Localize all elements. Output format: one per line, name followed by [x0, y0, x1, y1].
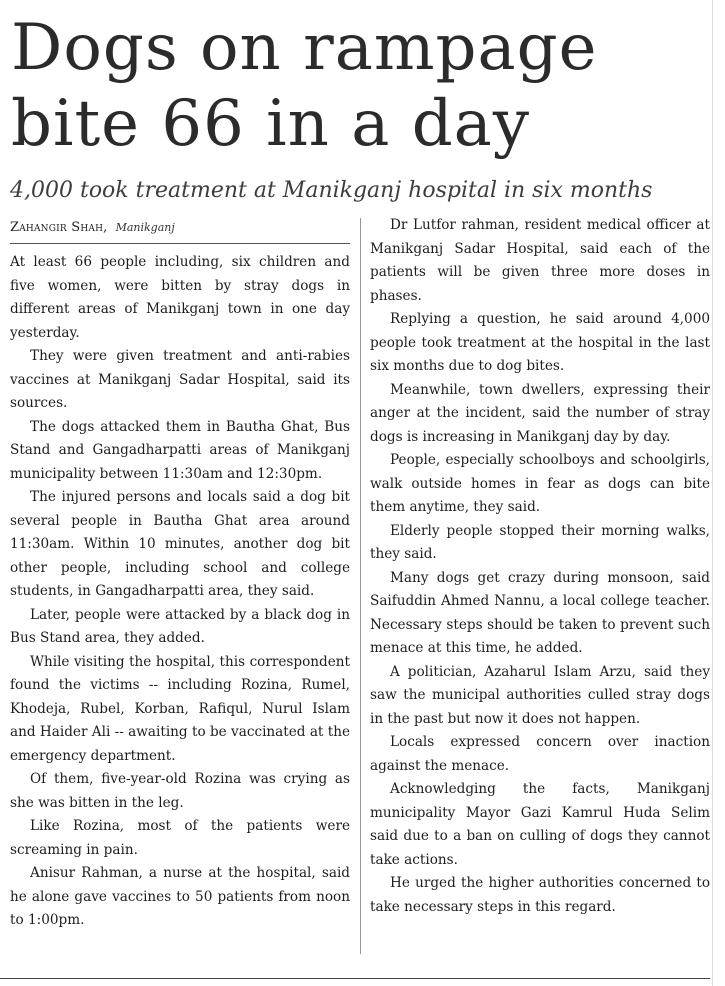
paragraph: Locals expressed concern over inaction against the menace. — [370, 734, 710, 774]
subheadline: 4,000 took treatment at Manikganj hospital in six months — [10, 178, 653, 203]
paragraph: People, especially schoolboys and schoolgirls, walk outside homes in fear as dogs can bite them anytime, they said. — [370, 452, 710, 515]
paragraph: Anisur Rahman, a nurse at the hospital, said he alone gave vaccines to 50 patients from noon to 1:00pm. — [10, 865, 350, 928]
paragraph: They were given treatment and anti-rabies vaccines at Manikganj Sadar Hospital, said its sources. — [10, 348, 350, 411]
paragraph: The dogs attacked them in Bautha Ghat, Bus Stand and Gangadharpatti areas of Manikganj municipality between 11:30am and 12:30pm. — [10, 418, 350, 482]
paragraph: At least 66 people including, six children and five women, were bitten by stray dogs in different areas of Manikganj town in one day yesterday. — [10, 254, 350, 341]
paragraph: Like Rozina, most of the patients were screaming in pain. — [10, 818, 350, 858]
paragraph: Replying a question, he said around 4,000 people took treatment at the hospital in the last six months due to dog bites. — [370, 311, 710, 374]
paragraph: The injured persons and locals said a dog bit several people in Bautha Ghat area around 11:30am. Within 10 minutes, another dog bit other people, including school and college students, in Gangadharpatti area, they said. — [10, 489, 350, 599]
right-column — [370, 214, 710, 919]
paragraph: Later, people were attacked by a black dog in Bus Stand area, they added. — [10, 606, 350, 646]
column-divider — [360, 218, 361, 954]
paragraph: Of them, five-year-old Rozina was crying as she was bitten in the leg. — [10, 771, 350, 811]
byline-author: Zahangir Shah, — [10, 220, 108, 235]
paragraph: Acknowledging the facts, Manikganj municipality Mayor Gazi Kamrul Huda Selim said due to a ban on culling of dogs they cannot take actions. — [370, 781, 710, 868]
left-column — [10, 251, 350, 933]
byline-rule — [10, 243, 350, 244]
page-edge — [712, 0, 713, 986]
byline-place: Manikganj — [115, 221, 175, 234]
headline: Dogs on rampage bite 66 in a day — [11, 11, 598, 161]
paragraph: Elderly people stopped their morning walks, they said. — [370, 522, 710, 562]
byline — [10, 218, 350, 238]
paragraph: Dr Lutfor rahman, resident medical officer at Manikganj Sadar Hospital, said each of the patients will be given three more doses in phases. — [370, 217, 710, 304]
paragraph: He urged the higher authorities concerned to take necessary steps in this regard. — [370, 875, 710, 915]
paragraph: Many dogs get crazy during monsoon, said Saifuddin Ahmed Nannu, a local college teacher. Necessary steps should be taken to prevent such menace at this time, he added. — [370, 569, 710, 656]
bottom-rule — [0, 978, 710, 979]
paragraph: While visiting the hospital, this correspondent found the victims -- including Rozina, Rumel, Khodeja, Rubel, Korban, Rafiqul, Nurul Islam and Haider Ali -- awaiting to be vaccinated at the emergency department. — [10, 653, 350, 764]
paragraph: A politician, Azaharul Islam Arzu, said they saw the municipal authorities culled stray dogs in the past but now it does not happen. — [370, 663, 710, 727]
paragraph: Meanwhile, town dwellers, expressing their anger at the incident, said the number of stray dogs is increasing in Manikganj day by day. — [370, 381, 710, 445]
